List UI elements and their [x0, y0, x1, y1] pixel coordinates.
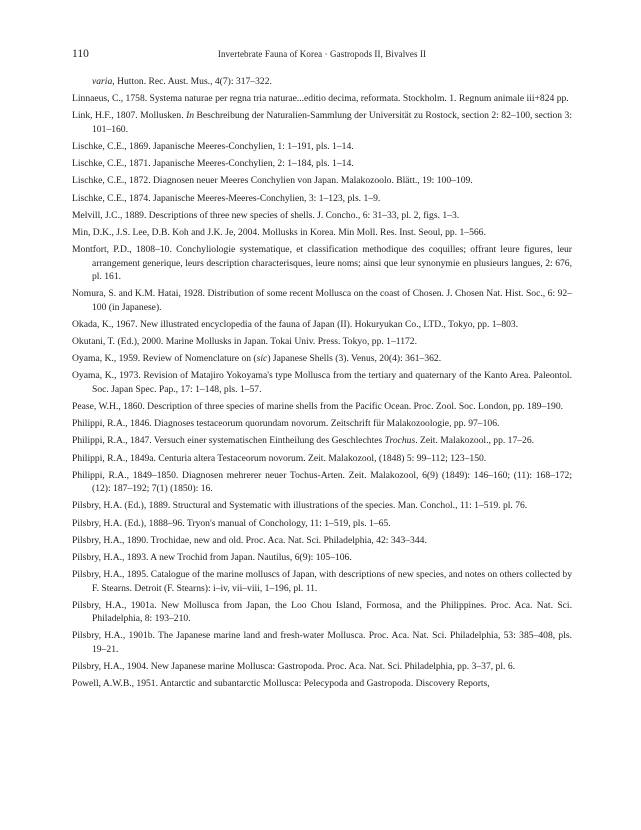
reference-text: Lischke, C.E., 1869. Japanische Meeres-Conchylien, 1: 1–191, pls. 1–14. — [72, 141, 354, 152]
reference-entry — [72, 677, 572, 690]
reference-text: Lischke, C.E., 1871. Japanische Meeres-Conchylien, 2: 1–184, pls. 1–14. — [72, 158, 354, 170]
reference-text: Beschreibung der Naturalien-Sammlung der Universität zu Rostock, section 2: 82–100, section 3: 101–160. — [92, 110, 573, 135]
reference-entry — [72, 660, 572, 673]
reference-entry — [72, 517, 572, 530]
reference-text: Pilsbry, H.A. (Ed.), 1889. Structural and Systematic with illustrations of the species. Man. Conchol., 11: 1–519. pl. 76. — [72, 500, 528, 512]
reference-continuation — [72, 75, 572, 88]
reference-entry — [72, 599, 572, 626]
reference-entry — [72, 417, 572, 430]
reference-entry — [72, 226, 572, 239]
reference-entry — [72, 192, 572, 205]
reference-text: Lischke, C.E., 1874. Japanische Meeres-Meeres-Conchylien, 3: 1–123, pls. 1–9. — [72, 192, 381, 204]
reference-text: Okutani, T. (Ed.), 2000. Marine Mollusks in Japan. Tokai Univ. Press. Tokyo, pp. 1–1172. — [72, 336, 417, 347]
reference-entry — [72, 243, 572, 283]
reference-text: Link, H.F., 1807. Mollusken. — [72, 110, 187, 122]
reference-text: Oyama, K., 1973. Revision of Matajiro Yokoyama's type Mollusca from the tertiary and quaternary of the Kanto Area. Paleontol. Soc. Japan Spec. Pap., 17: 1–148, pls. 1–57. — [72, 370, 572, 395]
reference-text: , Hutton. Rec. Aust. Mus., 4(7): 317–322. — [112, 76, 272, 87]
reference-entry — [72, 400, 572, 413]
reference-text: Philippi, R.A., 1847. Versuch einer systematischen Eintheilung des Geschlechtes — [72, 435, 385, 447]
reference-entry — [72, 92, 572, 105]
reference-text: Pilsbry, H.A., 1890. Trochidae, new and old. Proc. Aca. Nat. Sci. Philadelphia, 42: 343–344. — [72, 534, 427, 546]
reference-text: Pilsbry, H.A. (Ed.), 1888–96. Tryon's manual of Conchology, 11: 1–519, pls. 1–65. — [72, 517, 391, 529]
reference-entry — [72, 434, 572, 447]
reference-text: Philippi, R.A., 1846. Diagnoses testaceorum quorundam novorum. Zeitschrift für Malakozoologie, pp. 97–106. — [72, 418, 500, 430]
reference-entry — [72, 335, 572, 348]
reference-entry — [72, 369, 572, 396]
reference-entry — [72, 452, 572, 465]
reference-text: Lischke, C.E., 1872. Diagnosen neuer Meeres Conchylien von Japan. Malakozoolo. Blätt., 19: 100–109. — [72, 175, 473, 187]
reference-list — [72, 75, 572, 694]
reference-italic-text: sic — [256, 353, 268, 365]
reference-entry — [72, 157, 572, 170]
reference-text: Montfort, P.D., 1808–10. Conchyliologie systematique, et classification methodique des coquilles; offrant leure figures, leur arrangement generique, leurs description characterisques, leure noms; ainsi que leur synonymie en plusieurs langues, 2: 676, pl. 161. — [72, 244, 572, 282]
reference-text: Pilsbry, H.A., 1893. A new Trochid from Japan. Nautilus, 6(9): 105–106. — [72, 552, 352, 564]
reference-text: Powell, A.W.B., 1951. Antarctic and subantarctic Mollusca: Pelecypoda and Gastropoda. Discovery Reports, — [72, 678, 490, 690]
reference-text: Linnaeus, C., 1758. Systema naturae per regna tria naturae...editio decima, reformata. Stockholm. 1. Regnum animale iii+824 pp. — [72, 93, 569, 105]
page-header — [72, 47, 572, 61]
reference-text: Pease, W.H., 1860. Description of three species of marine shells from the Pacific Ocean. Proc. Zool. Soc. London, pp. 189–190. — [72, 401, 564, 412]
reference-text: Philippi, R.A., 1849a. Centuria altera Testaceorum novorum. Zeit. Malakozool, (1848) 5: 99–112; 123–150. — [72, 452, 487, 464]
reference-text: . Zeit. Malakozool., pp. 17–26. — [415, 435, 535, 447]
reference-text: Philippi, R.A., 1849–1850. Diagnosen mehrerer neuer Tochus-Arten. Zeit. Malakozool, 6(9) (1849): 146–160; (11): 168–172; (12): 187–192; 7(1) (1850): 16. — [72, 469, 572, 495]
reference-text: Oyama, K., 1959. Review of Nomenclature on ( — [72, 353, 257, 365]
reference-text: Pilsbry, H.A., 1904. New Japanese marine Mollusca: Gastropoda. Proc. Aca. Nat. Sci. Philadelphia, pp. 3–37, pl. 6. — [72, 661, 516, 672]
reference-text: ) Japanese Shells (3). Venus, 20(4): 361–362. — [267, 353, 442, 365]
reference-text: Okada, K., 1967. New illustrated encyclopedia of the fauna of Japan (II). Hokuryukan Co., LTD., Tokyo, pp. 1–803. — [72, 318, 519, 330]
page-number: 110 — [72, 48, 89, 60]
reference-entry — [72, 469, 572, 496]
running-head: Invertebrate Fauna of Korea · Gastropods II, Bivalves II — [217, 49, 427, 59]
reference-entry — [72, 209, 572, 222]
reference-entry — [72, 534, 572, 547]
reference-entry — [72, 352, 572, 365]
reference-text: Pilsbry, H.A., 1895. Catalogue of the marine molluscs of Japan, with descriptions of new species, and notes on others collected by F. Stearns. Detroit (F. Stearns): i–iv, vii–viii, 1–196, pl. 11. — [72, 569, 573, 594]
reference-entry — [72, 174, 572, 187]
reference-entry — [72, 109, 572, 136]
reference-text: Nomura, S. and K.M. Hatai, 1928. Distribution of some recent Mollusca on the coast of Chosen. J. Chosen Nat. Hist. Soc., 6: 92–100 (in Japanese). — [72, 288, 572, 313]
reference-entry — [72, 551, 572, 564]
reference-entry — [72, 140, 572, 153]
reference-italic-text: Trochus — [384, 435, 416, 447]
reference-entry — [72, 318, 572, 331]
reference-italic-text: varia — [92, 76, 113, 87]
reference-text: Min, D.K., J.S. Lee, D.B. Koh and J.K. Je, 2004. Mollusks in Korea. Min Moll. Res. Inst. Seoul, pp. 1–566. — [72, 227, 486, 239]
reference-entry — [72, 568, 572, 595]
reference-text: Pilsbry, H.A., 1901b. The Japanese marine land and fresh-water Mollusca. Proc. Aca. Nat. Sci. Philadelphia, 53: 385–408, pls. 19–21. — [72, 630, 572, 655]
reference-entry — [72, 287, 572, 314]
reference-italic-text: In — [186, 110, 195, 122]
reference-text: Pilsbry, H.A., 1901a. New Mollusca from Japan, the Loo Chou Island, Formosa, and the Philippines. Proc. Aca. Nat. Sci. Philadelphia, 8: 193–210. — [72, 599, 572, 625]
reference-text: Melvill, J.C., 1889. Descriptions of three new species of shells. J. Concho., 6: 31–33, pl. 2, figs. 1–3. — [72, 209, 460, 221]
reference-entry — [72, 629, 572, 656]
reference-entry — [72, 499, 572, 512]
